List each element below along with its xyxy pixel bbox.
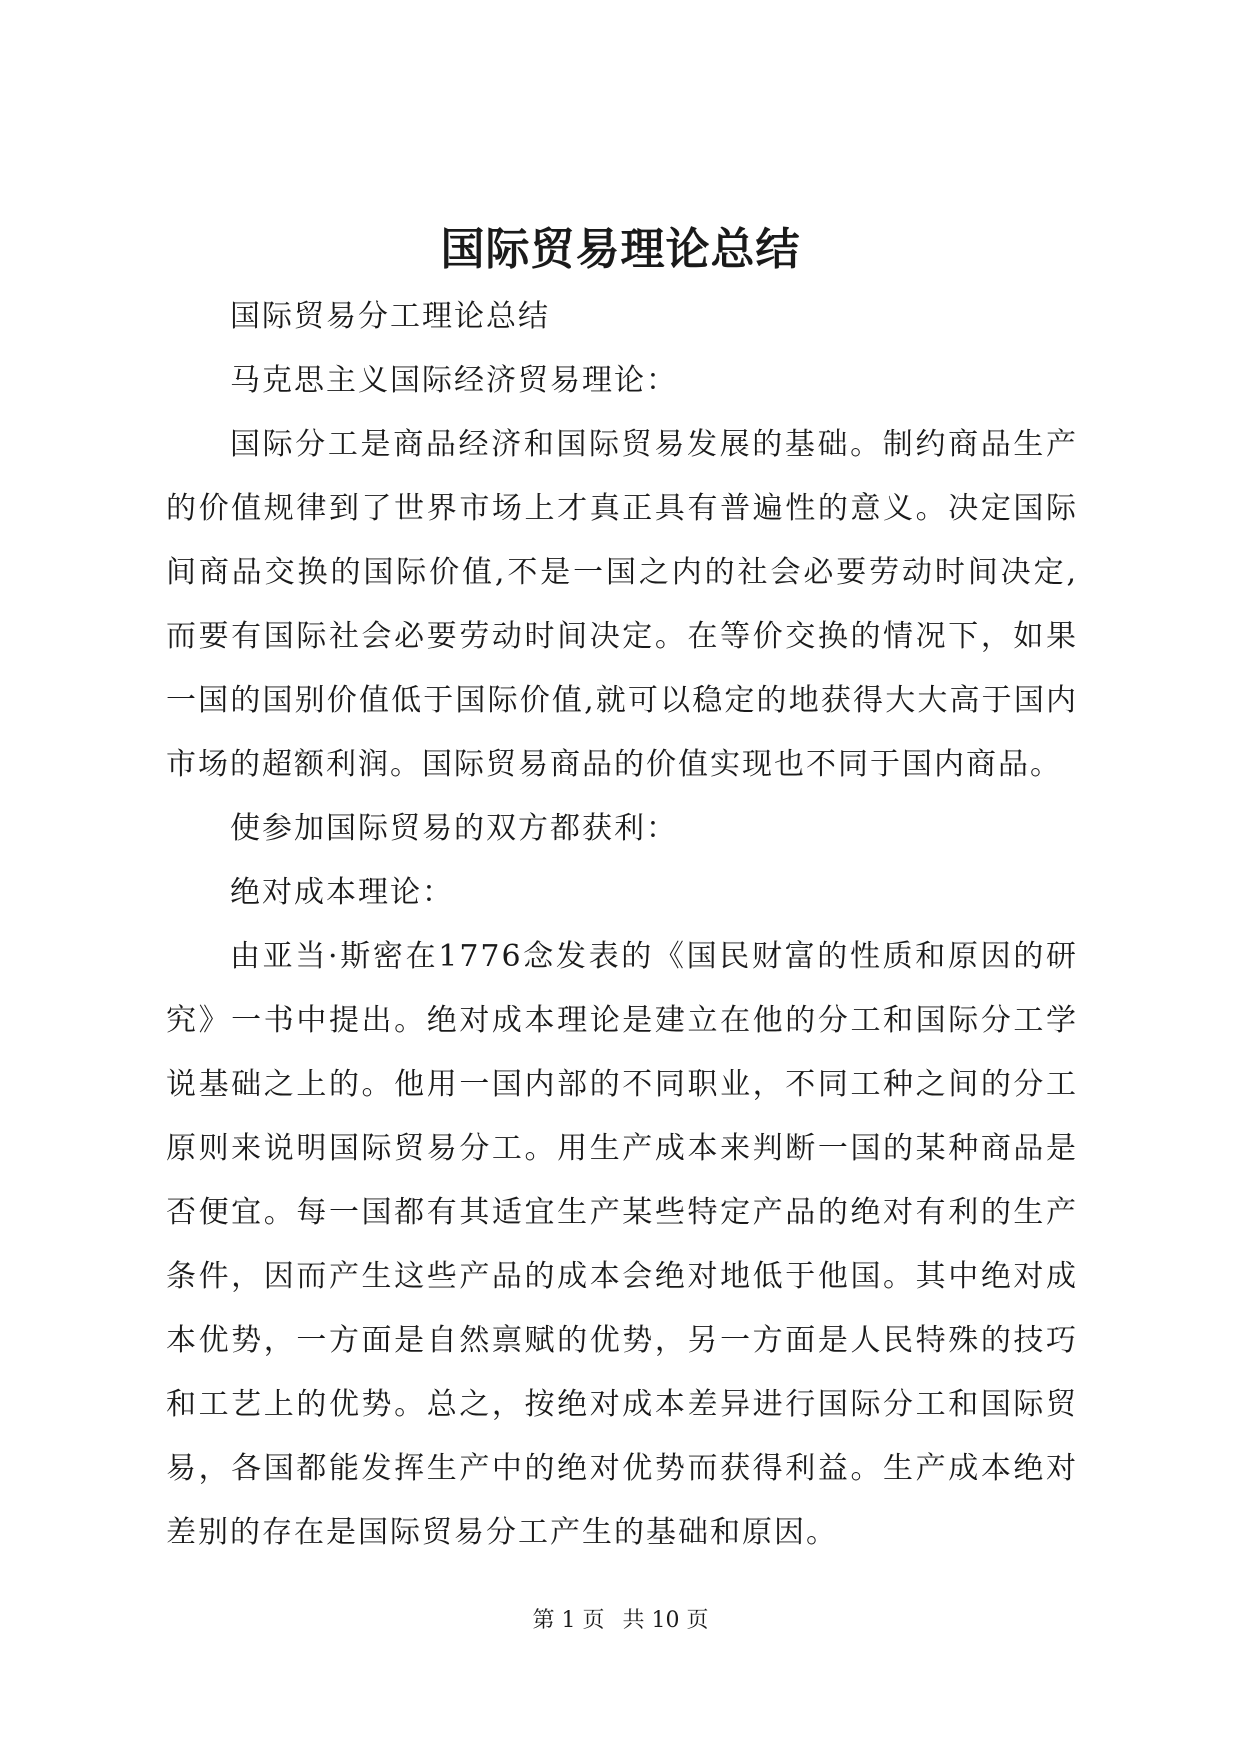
paragraph: 使参加国际贸易的双方都获利： xyxy=(230,811,678,846)
paragraph: 绝对成本理论： xyxy=(230,875,454,910)
page-number: 第 1 页 xyxy=(532,1608,605,1633)
paragraph: 国际分工是商品经济和国际贸易发展的基础。制约商品生产的价值规律到了世界市场上才真正具有普遍性的意义。决定国际间商品交换的国际价值,不是一国之内的社会必要劳动时间决定,而要有国际社会必要劳动时间决定。在等价交换的情况下，如果一国的国别价值低于国际价值,就可以稳定的地获得大大高于国内市场的超额利润。国际贸易商品的价值实现也不同于国内商品。 xyxy=(166,427,1078,782)
paragraph: 由亚当·斯密在1776念发表的《国民财富的性质和原因的研究》一书中提出。绝对成本理论是建立在他的分工和国际分工学说基础之上的。他用一国内部的不同职业，不同工种之间的分工原则来说明国际贸易分工。用生产成本来判断一国的某种商品是否便宜。每一国都有其适宜生产某些特定产品的绝对有利的生产条件，因而产生这些产品的成本会绝对地低于他国。其中绝对成本优势，一方面是自然禀赋的优势，另一方面是人民特殊的技巧和工艺上的优势。总之，按绝对成本差异进行国际分工和国际贸易，各国都能发挥生产中的绝对优势而获得利益。生产成本绝对差别的存在是国际贸易分工产生的基础和原因。 xyxy=(166,939,1078,1550)
paragraph: 国际贸易分工理论总结 xyxy=(230,299,550,334)
page-footer xyxy=(0,1606,1241,1636)
page-total: 共 10 页 xyxy=(622,1608,709,1633)
paragraph: 马克思主义国际经济贸易理论： xyxy=(230,363,678,398)
document-title: 国际贸易理论总结 xyxy=(440,224,801,275)
document-body xyxy=(166,285,1078,1565)
